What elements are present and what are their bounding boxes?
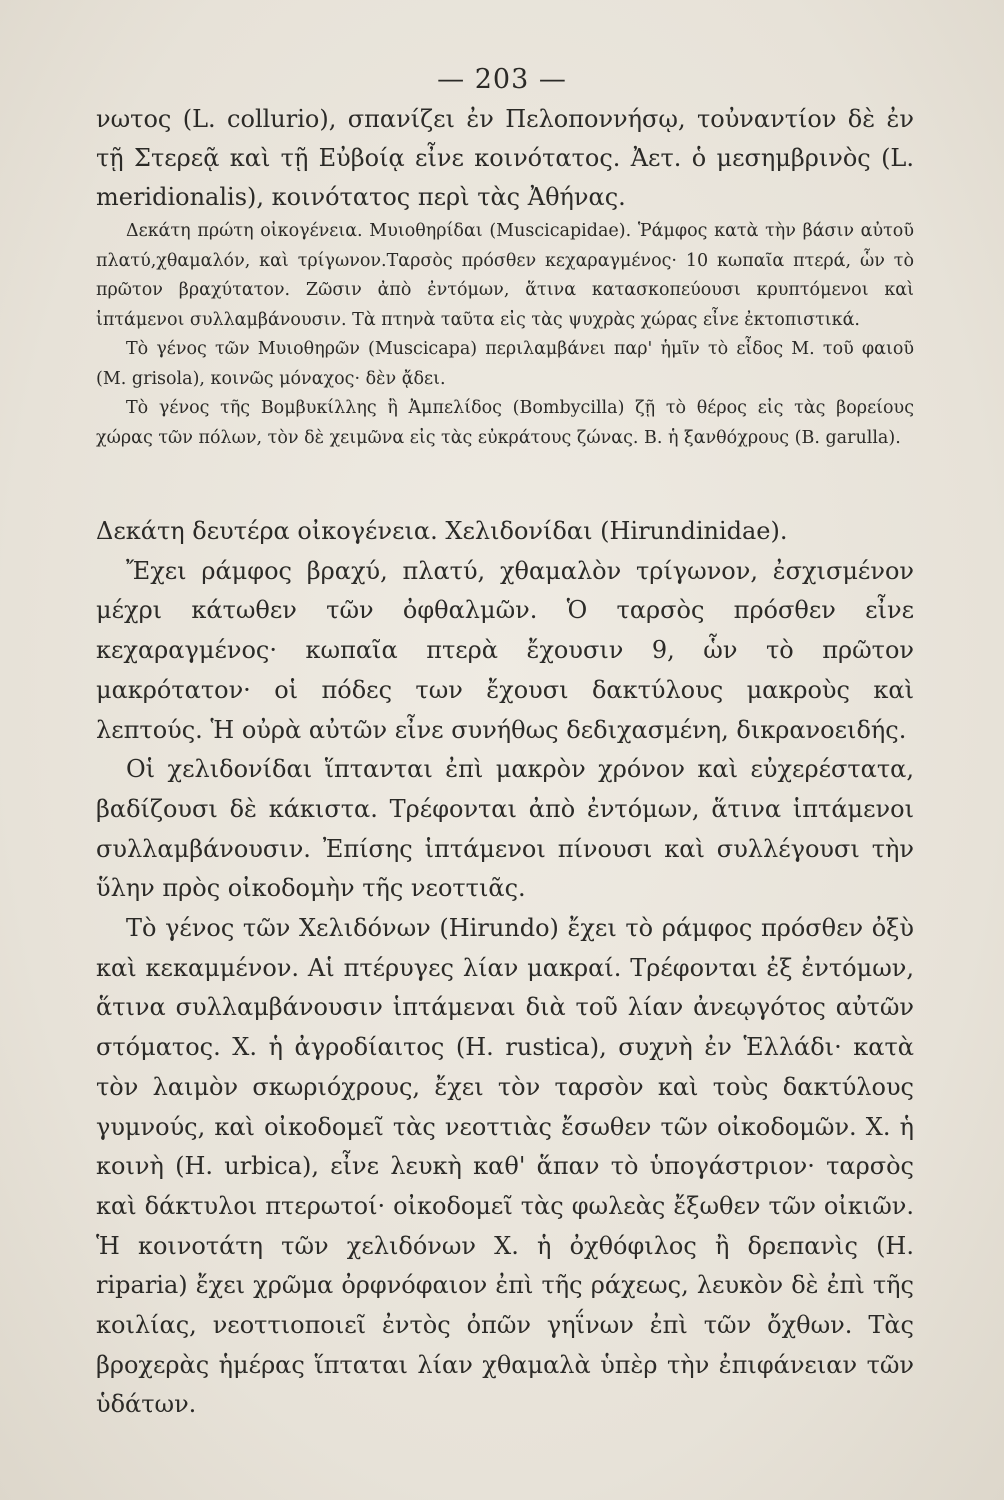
paragraph: Δεκάτη πρώτη οἰκογένεια. Μυιοθηρίδαι (Muscicapidae). Ῥάμφος κατὰ τὴν βάσιν αὐτοῦ πλατύ,χθαμαλόν, καὶ τρίγωνον.Ταρσὸς πρόσθεν κεχαραγμένος· 10 κωπαῖα πτερά, ὧν τὸ πρῶτον βραχύτατον. Ζῶσιν ἀπὸ ἐντόμων, ἅτινα κατασκοπεύουσι κρυπτόμενοι καὶ ἱπτάμενοι συλλαμβάνουσιν. Τὰ πτηνὰ ταῦτα εἰς τὰς ψυχρὰς χώρας εἶνε ἐκτοπιστικά. xyxy=(96,221,914,330)
large-text-section xyxy=(96,512,914,1425)
paragraph: Τὸ γένος τῆς Βομβυκίλλης ἢ Ἀμπελίδος (Bombycilla) ζῇ τὸ θέρος εἰς τὰς βορείους χώρας τῶν πόλων, τὸν δὲ χειμῶνα εἰς τὰς εὐκράτους ζώνας. Β. ἡ ξανθόχρους (B. garulla). xyxy=(96,398,914,448)
small-text-section xyxy=(96,100,914,453)
paragraph: νωτος (L. collurio), σπανίζει ἐν Πελοποννήσῳ, τοὐναντίον δὲ ἐν τῇ Στερεᾷ καὶ τῇ Εὐβοίᾳ εἶνε κοινότατος. Ἀετ. ὁ μεσημβρινὸς (L. meridionalis), κοινότατος περὶ τὰς Ἀθήνας. xyxy=(96,105,914,211)
paragraph: Ἔχει ράμφος βραχύ, πλατύ, χθαμαλὸν τρίγωνον, ἐσχισμένον μέχρι κάτωθεν τῶν ὀφθαλμῶν. Ὁ ταρσὸς πρόσθεν εἶνε κεχαραγμένος· κωπαῖα πτερὰ ἔχουσιν 9, ὧν τὸ πρῶτον μακρότατον· οἱ πόδες των ἔχουσι δακτύλους μακροὺς καὶ λεπτούς. Ἡ οὐρὰ αὐτῶν εἶνε συνήθως δεδιχασμένη, δικρανοειδής. xyxy=(96,556,914,744)
page-number: — 203 — xyxy=(437,64,567,95)
section-heading: Δεκάτη δευτέρα οἰκογένεια. Χελιδονίδαι (Hirundinidae). xyxy=(96,517,788,545)
paragraph: Οἱ χελιδονίδαι ἵπτανται ἐπὶ μακρὸν χρόνον καὶ εὐχερέστατα, βαδίζουσι δὲ κάκιστα. Τρέφονται ἀπὸ ἐντόμων, ἅτινα ἱπτάμενοι συλλαμβάνουσιν. Ἐπίσης ἱπτάμενοι πίνουσι καὶ συλλέγουσι τὴν ὕλην πρὸς οἰκοδομὴν τῆς νεοττιᾶς. xyxy=(96,755,914,903)
paragraph: Τὸ γένος τῶν Χελιδόνων (Hirundo) ἔχει τὸ ράμφος πρόσθεν ὀξὺ καὶ κεκαμμένον. Αἱ πτέρυγες λίαν μακραί. Τρέφονται ἐξ ἐντόμων, ἅτινα συλλαμβάνουσιν ἱπτάμεναι διὰ τοῦ λίαν ἀνεῳγότος αὐτῶν στόματος. Χ. ἡ ἀγροδίαιτος (H. rustica), συχνὴ ἐν Ἑλλάδι· κατὰ τὸν λαιμὸν σκωριόχρους, ἔχει τὸν ταρσὸν καὶ τοὺς δακτύλους γυμνούς, καὶ οἰκοδομεῖ τὰς νεοττιὰς ἔσωθεν τῶν οἰκοδομῶν. Χ. ἡ κοινὴ (H. urbica), εἶνε λευκὴ καθ' ἅπαν τὸ ὑπογάστριον· ταρσὸς καὶ δάκτυλοι πτερωτοί· οἰκοδομεῖ τὰς φωλεὰς ἔξωθεν τῶν οἰκιῶν. Ἡ κοινοτάτη τῶν χελιδόνων Χ. ἡ ὀχθόφιλος ἢ δρεπανὶς (H. riparia) ἔχει χρῶμα ὀρφνόφαιον ἐπὶ τῆς ράχεως, λευκὸν δὲ ἐπὶ τῆς κοιλίας, νεοττιοποιεῖ ἐντὸς ὀπῶν γηΐνων ἐπὶ τῶν ὄχθων. Τὰς βροχερὰς ἡμέρας ἵπταται λίαν χθαμαλὰ ὑπὲρ τὴν ἐπιφάνειαν τῶν ὑδάτων. xyxy=(96,914,914,1419)
paragraph: Τὸ γένος τῶν Μυιοθηρῶν (Muscicapa) περιλαμβάνει παρ' ἡμῖν τὸ εἶδος Μ. τοῦ φαιοῦ (M. grisola), κοινῶς μόναχος· δὲν ᾄδει. xyxy=(96,339,914,389)
